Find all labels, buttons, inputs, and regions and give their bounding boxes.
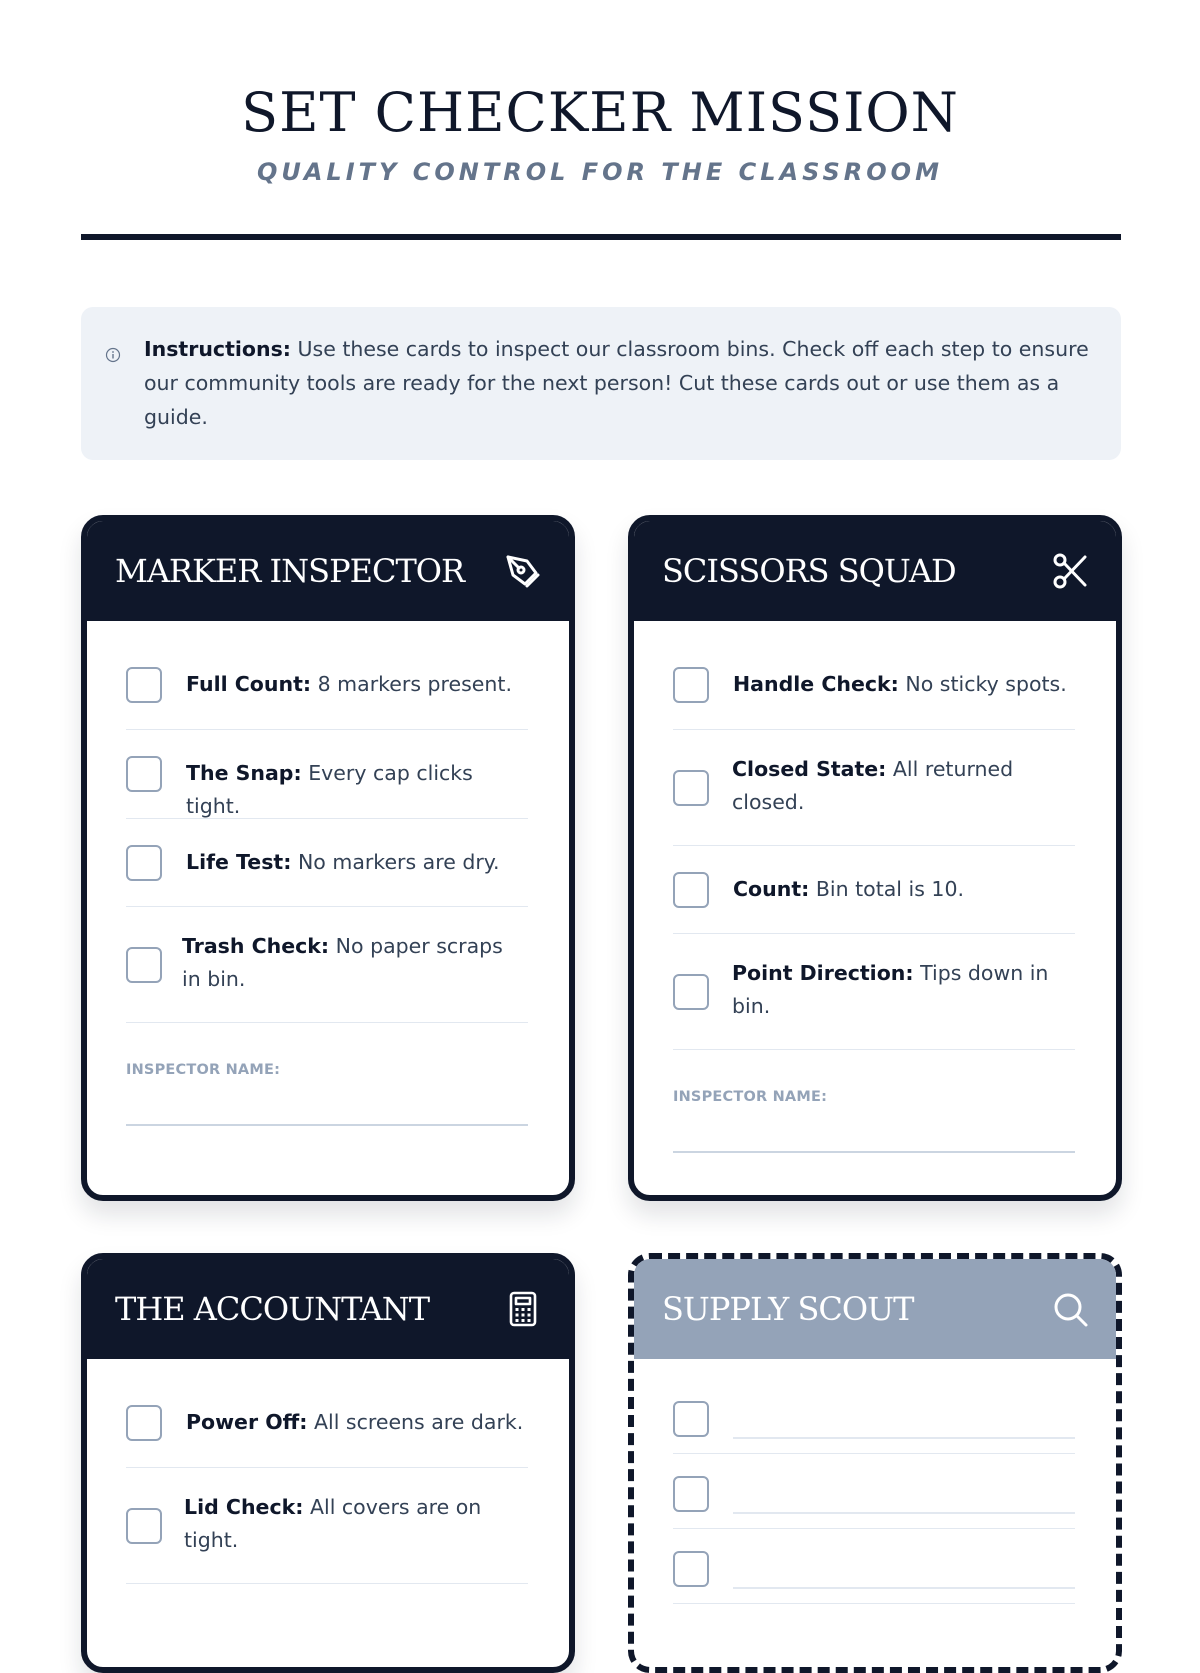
card-title: SUPPLY SCOUT	[662, 1290, 914, 1328]
item-detail: Every cap clicks tight.	[186, 761, 473, 818]
card-header	[87, 521, 569, 621]
list-item	[126, 819, 528, 907]
item-detail: Tips down in bin.	[732, 961, 1049, 1018]
checkbox[interactable]	[126, 947, 162, 983]
calculator-icon	[503, 1289, 543, 1329]
item-detail: All covers are on tight.	[184, 1495, 482, 1552]
checkbox[interactable]	[126, 845, 162, 881]
list-item	[126, 907, 528, 1023]
item-detail: All returned closed.	[732, 757, 1014, 814]
card-the-accountant	[81, 1253, 575, 1673]
item-text	[733, 873, 1073, 906]
item-label: Count:	[733, 877, 810, 901]
item-detail: No markers are dry.	[297, 850, 500, 874]
inspector-name-field[interactable]	[126, 1124, 528, 1126]
page-title: SET CHECKER MISSION	[241, 81, 959, 144]
list-item	[126, 1379, 528, 1468]
checkbox[interactable]	[673, 1401, 709, 1437]
item-text	[186, 668, 526, 701]
card-title: MARKER INSPECTOR	[115, 552, 465, 590]
item-text	[186, 846, 526, 879]
item-label: Life Test:	[186, 850, 292, 874]
pen-tool-icon	[503, 551, 543, 591]
instructions-text	[144, 332, 1094, 434]
list-item	[673, 730, 1075, 846]
list-item	[673, 1454, 1075, 1529]
blank-entry-line[interactable]	[733, 1587, 1075, 1589]
item-detail: Bin total is 10.	[815, 877, 965, 901]
card-header	[634, 521, 1116, 621]
item-detail: 8 markers present.	[317, 672, 512, 696]
item-text	[732, 957, 1072, 1023]
list-item	[673, 641, 1075, 730]
card-title: SCISSORS SQUAD	[662, 552, 956, 590]
item-detail: No sticky spots.	[905, 672, 1067, 696]
title-divider	[81, 234, 1121, 240]
item-text	[186, 1406, 526, 1439]
checkbox[interactable]	[126, 756, 162, 792]
list-item	[126, 641, 528, 730]
checkbox[interactable]	[673, 1551, 709, 1587]
list-item	[673, 1529, 1075, 1604]
list-item	[673, 1379, 1075, 1454]
item-label: Closed State:	[732, 757, 887, 781]
instructions-label: Instructions:	[144, 337, 291, 361]
item-label: The Snap:	[186, 761, 302, 785]
card-scissors-squad	[628, 515, 1122, 1201]
search-icon	[1050, 1289, 1090, 1329]
item-detail: No paper scraps in bin.	[182, 934, 503, 991]
inspector-name-label: INSPECTOR NAME:	[673, 1089, 828, 1105]
card-title: THE ACCOUNTANT	[115, 1290, 430, 1328]
checkbox[interactable]	[126, 1405, 162, 1441]
card-marker-inspector	[81, 515, 575, 1201]
checkbox[interactable]	[126, 667, 162, 703]
card-header	[634, 1259, 1116, 1359]
card-supply-scout	[628, 1253, 1122, 1673]
blank-entry-line[interactable]	[733, 1512, 1075, 1514]
item-text	[182, 930, 522, 996]
card-header	[87, 1259, 569, 1359]
item-label: Point Direction:	[732, 961, 914, 985]
instructions-panel	[81, 307, 1121, 460]
checkbox[interactable]	[673, 974, 709, 1010]
list-item	[673, 846, 1075, 934]
inspector-name-field[interactable]	[673, 1151, 1075, 1153]
item-text	[186, 757, 526, 823]
inspector-name-label: INSPECTOR NAME:	[126, 1062, 281, 1078]
item-label: Power Off:	[186, 1410, 308, 1434]
item-label: Handle Check:	[733, 672, 899, 696]
blank-entry-line[interactable]	[733, 1437, 1075, 1439]
list-item	[673, 934, 1075, 1050]
checkbox[interactable]	[673, 1476, 709, 1512]
list-item	[126, 1468, 528, 1584]
checkbox[interactable]	[126, 1508, 162, 1544]
checkbox[interactable]	[673, 667, 709, 703]
page-subtitle: QUALITY CONTROL FOR THE CLASSROOM	[257, 158, 943, 186]
item-text	[732, 753, 1022, 819]
item-label: Trash Check:	[182, 934, 330, 958]
item-label: Lid Check:	[184, 1495, 304, 1519]
item-detail: All screens are dark.	[313, 1410, 524, 1434]
info-icon	[105, 347, 121, 363]
item-text	[733, 668, 1073, 701]
checkbox[interactable]	[673, 770, 709, 806]
item-text	[184, 1491, 484, 1557]
list-item	[126, 730, 528, 819]
checkbox[interactable]	[673, 872, 709, 908]
instructions-body: Use these cards to inspect our classroom bins. Check off each step to ensure our community tools are ready for the next person! Cut these cards out or use them as a guide.	[144, 337, 1089, 429]
item-label: Full Count:	[186, 672, 312, 696]
scissors-icon	[1050, 551, 1090, 591]
